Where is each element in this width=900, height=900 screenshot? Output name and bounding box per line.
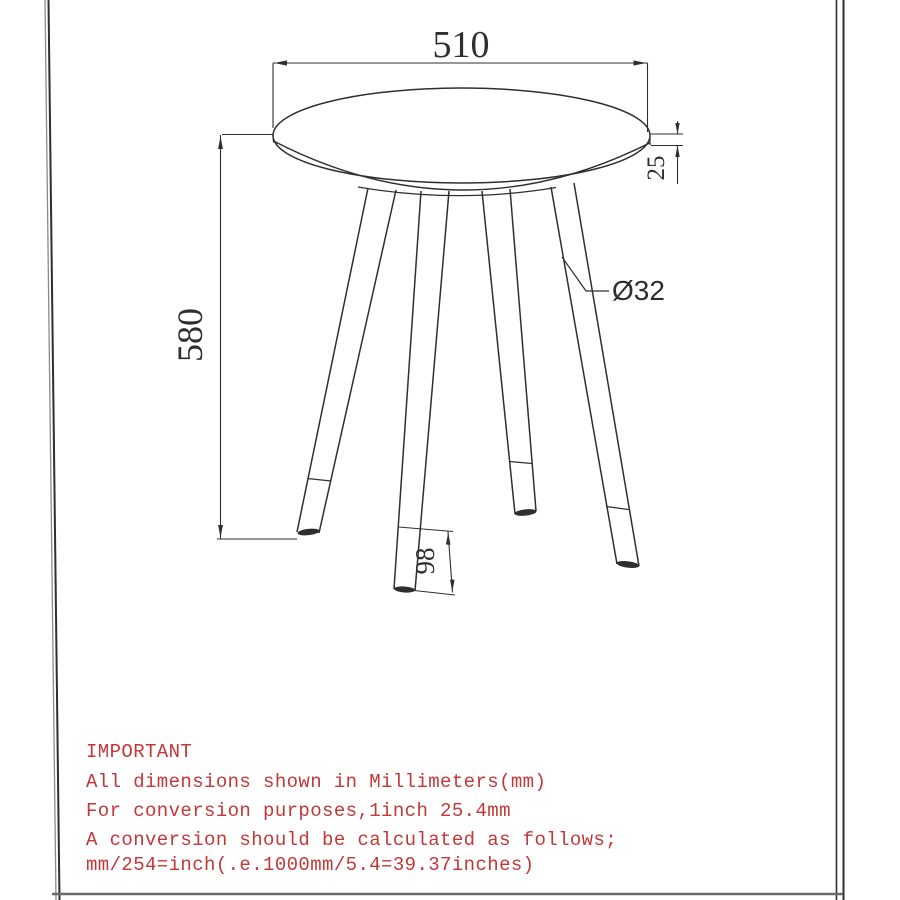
- table-top-surface: [273, 88, 650, 183]
- callout-leg-diameter: [562, 257, 665, 306]
- leg-back-left-ferrule-line: [308, 479, 332, 482]
- rim-edge-left: [273, 135, 274, 143]
- arrowhead-left: [274, 60, 287, 65]
- dimension-overall-height: [170, 135, 297, 540]
- extension-line: [399, 527, 454, 532]
- dim-510-label: 510: [432, 24, 490, 66]
- note-line-3: A conversion should be calculated as follows;: [86, 829, 618, 851]
- table-legs: [297, 183, 640, 593]
- table-top-under-arc: [358, 187, 556, 196]
- leg-back-left: [297, 188, 396, 536]
- leg-front-right: [482, 189, 537, 517]
- leg-front-right-ferrule-line: [510, 462, 533, 464]
- dim-580-label: 580: [170, 308, 210, 362]
- leg-front-center: [394, 191, 449, 593]
- leg-back-right: [551, 183, 640, 569]
- dim-98-label: 98: [410, 547, 440, 575]
- sheet-frame: [45, 0, 844, 900]
- arrowhead-right: [634, 60, 647, 65]
- leg-back-right-tip: [616, 560, 640, 569]
- note-line-2: For conversion purposes,1inch 25.4mm: [86, 800, 511, 822]
- arrowhead-bottom: [218, 525, 223, 538]
- dimension-top-diameter: [273, 24, 648, 132]
- dimension-foot-length: [396, 527, 455, 595]
- note-line-1: All dimensions shown in Millimeters(mm): [86, 771, 547, 793]
- arrowhead-down: [675, 123, 679, 134]
- notes-block: [86, 741, 617, 876]
- table-top: [273, 88, 650, 196]
- dim-diameter-label: Ø32: [612, 275, 665, 306]
- notes-title: IMPORTANT: [86, 741, 193, 763]
- arrowhead-top: [218, 136, 223, 149]
- leg-front-right-tip: [514, 508, 537, 517]
- leg-back-left-tip: [297, 528, 320, 537]
- arrowhead-up: [675, 146, 679, 158]
- arrowhead-top: [446, 533, 451, 545]
- arrowhead-bottom: [450, 580, 455, 592]
- leg-back-right-ferrule-line: [606, 507, 629, 510]
- dim-25-label: 25: [643, 155, 670, 181]
- note-line-4: mm/254=inch(.e.1000mm/5.4=39.37inches): [86, 854, 535, 876]
